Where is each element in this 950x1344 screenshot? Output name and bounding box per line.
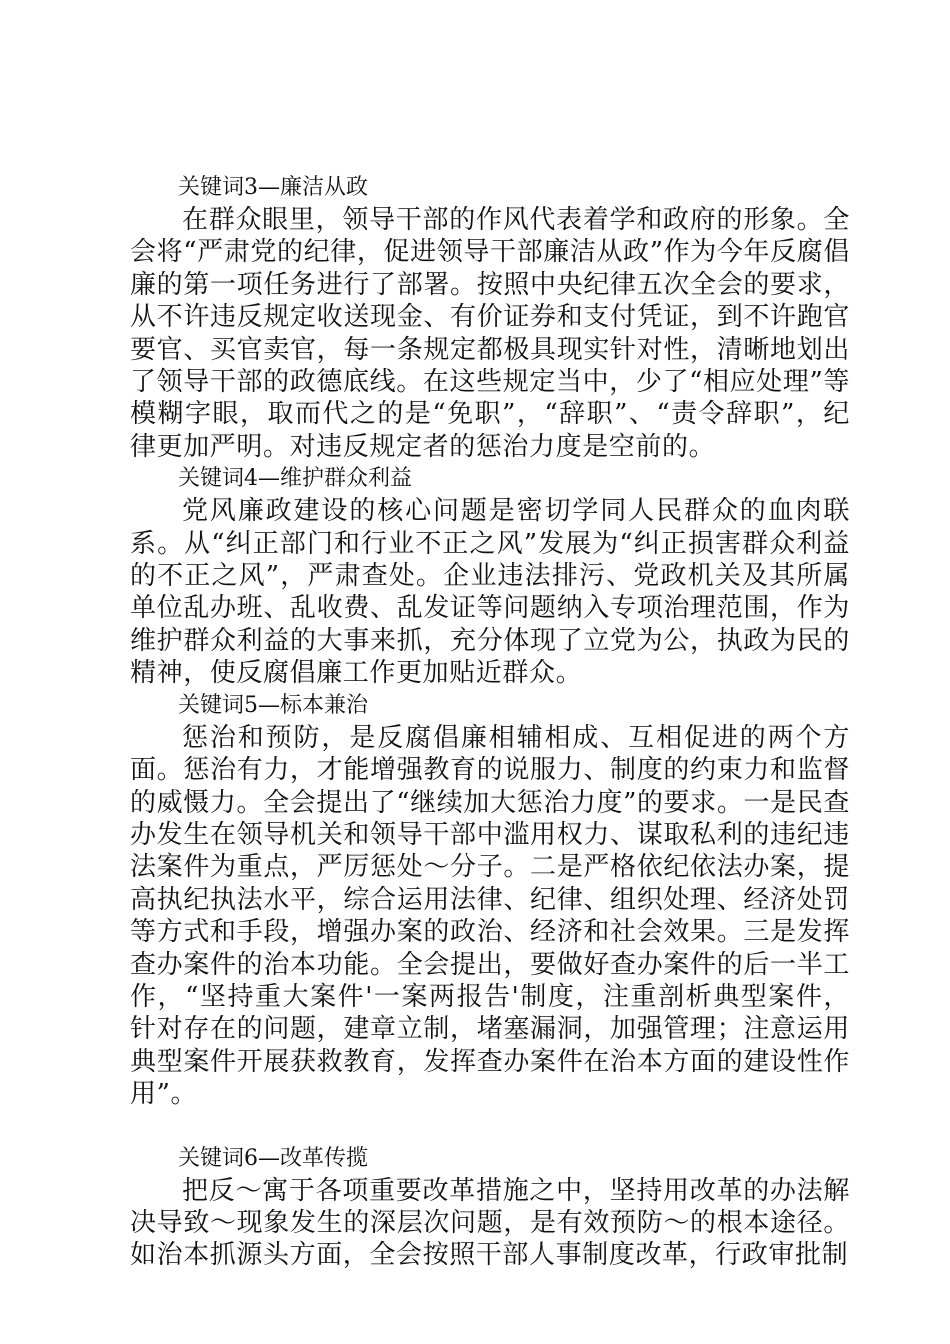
- section-heading-5: 关键词5—标本兼治: [178, 692, 368, 718]
- paragraph-spacer: [130, 1111, 850, 1143]
- section-heading-6: 关键词6—改革传揽: [178, 1145, 368, 1171]
- document-body: [130, 172, 850, 1272]
- section-heading-4: 关键词4—维护群众利益: [178, 466, 412, 492]
- section-paragraph-3: 在群众眼里，领导干部的作风代表着学和政府的形象。全会将“严肃党的纪律，促进领导干部廉洁从政”作为今年反腐倡廉的第一项任务进行了部署。按照中央纪律五次全会的要求，从不许违反规定收送现金、有价证券和支付凭证，到不许跑官要官、买官卖官，每一条规定都极具现实针对性，清晰地划出了领导干部的政德底线。在这些规定当中，少了“相应处理”等模糊字眼，取而代之的是“免职”，“辞职”、“责令辞职”，纪律更加严明。对违反规定者的惩治力度是空前的。: [130, 205, 850, 462]
- section-heading-3: 关键词3—廉洁从政: [178, 175, 368, 200]
- section-paragraph-4: 党风廉政建设的核心问题是密切学同人民群众的血肉联系。从“纠正部门和行业不正之风”发展为“纠正损害群众利益的不正之风”，严肃查处。企业违法排污、党政机关及其所属单位乱办班、乱收费、乱发证等问题纳入专项治理范围，作为维护群众利益的大事来抓，充分体现了立党为公，执政为民的精神，使反腐倡廉工作更加贴近群众。: [130, 496, 850, 689]
- section-paragraph-6: 把反～寓于各项重要改革措施之中，坚持用改革的办法解决导致～现象发生的深层次问题，是有效预防～的根本途径。如治本抓源头方面，全会按照干部人事制度改革，行政审批制: [130, 1175, 850, 1271]
- section-paragraph-5: 惩治和预防，是反腐倡廉相辅相成、互相促进的两个方面。惩治有力，才能增强教育的说服力、制度的约束力和监督的威慑力。全会提出了“继续加大惩治力度”的要求。一是民查办发生在领导机关和领导干部中滥用权力、谋取私利的违纪违法案件为重点，严厉惩处～分子。二是严格依纪依法办案，提高执纪执法水平，综合运用法律、纪律、组织处理、经济处罚等方式和手段，增强办案的政治、经济和社会效果。三是发挥查办案件的治本功能。全会提出，要做好查办案件的后一半工作，“坚持重大案件'一案两报告'制度，注重剖析典型案件，针对存在的问题，建章立制，堵塞漏洞，加强管理；注意运用典型案件开展获救教育，发挥查办案件在治本方面的建设性作用”。: [130, 722, 850, 1110]
